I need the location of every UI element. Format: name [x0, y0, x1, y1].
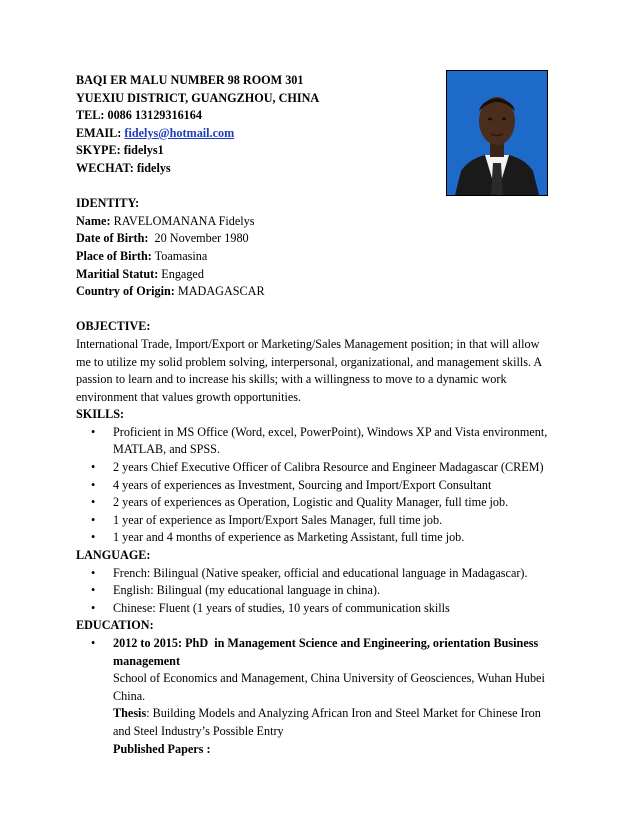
- bullet-icon: •: [91, 530, 96, 545]
- contact-block: [76, 72, 570, 178]
- list-item: [76, 494, 570, 512]
- address-line-2: YUEXIU DISTRICT, GUANGZHOU, CHINA: [76, 90, 320, 105]
- language-heading: LANGUAGE:: [76, 548, 151, 563]
- wechat: WECHAT: fidelys: [76, 160, 171, 175]
- bullet-icon: •: [91, 583, 96, 598]
- identity-name: [76, 213, 570, 231]
- bullet-icon: •: [91, 636, 96, 650]
- list-item: [76, 459, 570, 477]
- objective-text-line: International Trade, Import/Export or Marketing/Sales Management position; in that will allow: [76, 336, 540, 351]
- skills-heading: SKILLS:: [76, 407, 125, 422]
- name-label: Name:: [76, 213, 111, 228]
- list-item-text: 1 year and 4 months of experience as Marketing Assistant, full time job.: [113, 530, 465, 545]
- list-item: [76, 529, 570, 547]
- name-value: RAVELOMANANA Fidelys: [110, 213, 255, 228]
- list-item-text: 2 years of experiences as Operation, Logistic and Quality Manager, full time job.: [113, 495, 509, 510]
- list-item: [76, 424, 570, 459]
- language-list: [76, 565, 570, 618]
- resume-document: [76, 72, 570, 758]
- thesis-line: [113, 705, 570, 723]
- pob-value: Toamasina: [151, 248, 208, 263]
- list-item-text: English: Bilingual (my educational language in china).: [113, 583, 381, 598]
- identity-section: [76, 195, 570, 301]
- bullet-icon: •: [91, 565, 96, 580]
- dob-label: Date of Birth:: [76, 231, 149, 246]
- language-section: [76, 547, 570, 617]
- published-papers-label: Published Papers :: [113, 741, 211, 756]
- list-item-text: Chinese: Fluent (1 years of studies, 10 years of communication skills: [113, 600, 450, 615]
- identity-origin: [76, 283, 570, 301]
- list-item-text: 1 year of experience as Import/Export Sales Manager, full time job.: [113, 512, 443, 527]
- bullet-icon: •: [91, 477, 96, 492]
- education-list: [76, 635, 570, 758]
- email-line: [76, 125, 570, 143]
- objective-text-line: environment that values growth opportunities.: [76, 389, 302, 404]
- spacer: [76, 301, 570, 319]
- pob-label: Place of Birth:: [76, 248, 152, 263]
- skype: SKYPE: fidelys1: [76, 143, 164, 158]
- list-item: [76, 600, 570, 618]
- identity-marital: [76, 266, 570, 284]
- email-label: EMAIL:: [76, 125, 125, 140]
- degree-title: 2012 to 2015: PhD in Management Science and Engineering, orientation Business: [113, 636, 539, 650]
- identity-heading: IDENTITY:: [76, 196, 140, 211]
- bullet-icon: •: [91, 600, 96, 615]
- education-heading: EDUCATION:: [76, 618, 154, 633]
- origin-label: Country of Origin:: [76, 284, 175, 299]
- spacer: [76, 178, 570, 196]
- marital-value: Engaged: [158, 266, 204, 281]
- email-link[interactable]: fidelys@hotmail.com: [124, 125, 235, 140]
- objective-section: [76, 318, 570, 406]
- bullet-icon: •: [91, 460, 96, 475]
- bullet-icon: •: [91, 495, 96, 510]
- thesis-label: Thesis: [113, 706, 147, 721]
- objective-heading: OBJECTIVE:: [76, 319, 151, 334]
- list-item-text: 2 years Chief Executive Officer of Calibra Resource and Engineer Madagascar (CREM): [113, 460, 544, 475]
- list-item-text: 4 years of experiences as Investment, Sourcing and Import/Export Consultant: [113, 477, 492, 492]
- list-item: [76, 582, 570, 600]
- objective-text-line: me to utilize my solid problem solving, interpersonal, organizational, and management skills. A: [76, 354, 543, 369]
- skills-section: [76, 406, 570, 547]
- identity-dob: [76, 230, 570, 248]
- thesis-text-cont: and Steel Industry’s Possible Entry: [113, 723, 284, 738]
- school-name-cont: China.: [113, 688, 146, 703]
- list-item: [76, 635, 570, 758]
- list-item-text: French: Bilingual (Native speaker, official and educational language in Madagascar).: [113, 565, 528, 580]
- list-item: [76, 477, 570, 495]
- telephone: TEL: 0086 13129316164: [76, 108, 202, 123]
- list-item: [76, 565, 570, 583]
- bullet-icon: •: [91, 512, 96, 527]
- address-line-1: BAQI ER MALU NUMBER 98 ROOM 301: [76, 73, 304, 87]
- list-item-text: MATLAB, and SPSS.: [113, 442, 221, 457]
- list-item: [76, 512, 570, 530]
- skills-list: [76, 424, 570, 547]
- dob-value: 20 November 1980: [148, 231, 249, 246]
- education-section: [76, 617, 570, 758]
- origin-value: MADAGASCAR: [174, 284, 265, 299]
- marital-label: Maritial Statut:: [76, 266, 159, 281]
- bullet-icon: •: [91, 424, 96, 439]
- school-name: School of Economics and Management, China University of Geosciences, Wuhan Hubei: [113, 671, 545, 686]
- objective-text-line: passion to learn and to increase his skills; with a willingness to move to a dynamic work: [76, 372, 507, 387]
- identity-pob: [76, 248, 570, 266]
- list-item-text: Proficient in MS Office (Word, excel, PowerPoint), Windows XP and Vista environment,: [113, 424, 548, 439]
- degree-title-cont: management: [113, 653, 181, 668]
- thesis-text: : Building Models and Analyzing African Iron and Steel Market for Chinese Iron: [146, 706, 541, 721]
